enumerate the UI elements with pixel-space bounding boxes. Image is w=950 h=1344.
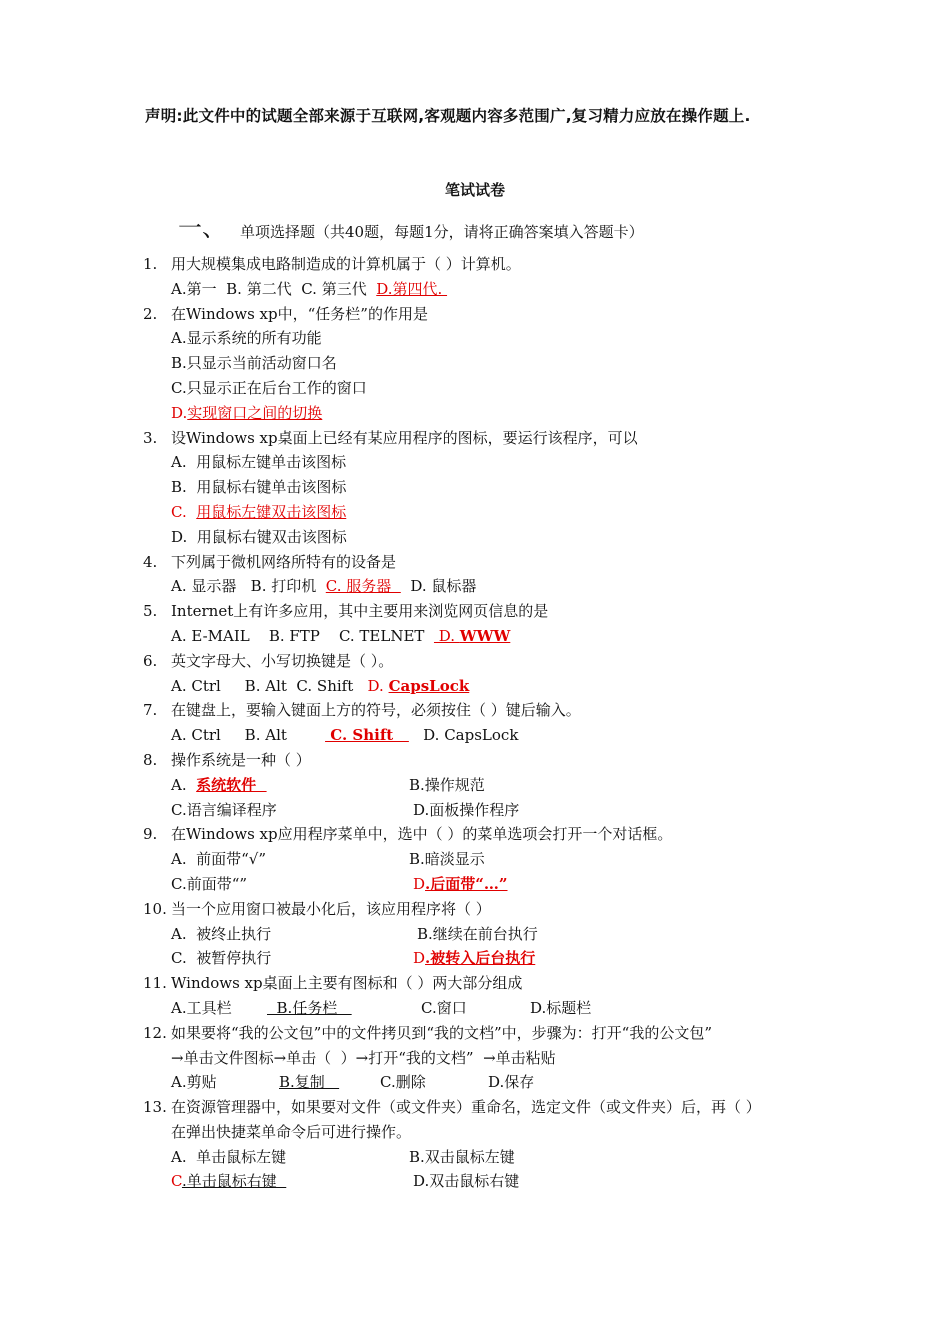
question-13-options-row2: C.单击鼠标右键 D.双击鼠标右键 — [171, 1172, 520, 1191]
answer-highlight: B.复制 — [279, 1073, 340, 1092]
question-8-options-row2: C.语言编译程序 D.面板操作程序 — [171, 800, 520, 819]
question-5-options: A. E-MAIL B. FTP C. TELNET D. WWW — [171, 626, 511, 645]
answer-highlight: .被转入后台执行 — [425, 949, 536, 968]
question-2-option-b: B.只显示当前活动窗口名 — [171, 354, 337, 373]
question-10-options-row2: C. 被暂停执行 D.被转入后台执行 — [171, 949, 536, 968]
question-4-stem: 4. 下列属于微机网络所特有的设备是 — [143, 552, 397, 571]
answer-highlight: .单击鼠标右键 — [181, 1172, 287, 1191]
question-3-option-b: B. 用鼠标右键单击该图标 — [171, 478, 347, 497]
question-5-stem: 5. Internet上有许多应用，其中主要用来浏览网页信息的是 — [143, 602, 549, 621]
question-6-stem: 6. 英文字母大、小写切换键是（ ）。 — [143, 651, 394, 670]
question-2-stem: 2. 在Windows xp中，“任务栏”的作用是 — [143, 304, 428, 323]
answer-highlight: .后面带“…” — [425, 874, 508, 893]
question-3-stem: 3. 设Windows xp桌面上已经有某应用程序的图标，要运行该程序，可以 — [143, 428, 638, 447]
question-2-option-a: A.显示系统的所有功能 — [171, 329, 322, 348]
question-8-stem: 8. 操作系统是一种（ ） — [143, 750, 311, 769]
question-6-options: A. Ctrl B. Alt C. Shift D. CapsLock — [171, 676, 470, 695]
disclaimer-notice: 声明:此文件中的试题全部来源于互联网,客观题内容多范围广,复习精力应放在操作题上. — [145, 107, 751, 125]
section-description: 单项选择题（共40题，每题1分，请将正确答案填入答题卡） — [240, 223, 644, 241]
question-10-stem: 10. 当一个应用窗口被最小化后，该应用程序将（ ） — [143, 899, 491, 918]
answer-highlight: D.第四代. — [376, 279, 448, 298]
answer-highlight: 用鼠标左键双击该图标 — [196, 502, 347, 521]
section-number: 一、 — [178, 214, 226, 242]
question-12-stem: 12. 如果要将“我的公文包”中的文件拷贝到“我的文档”中，步骤为：打开“我的公文包” — [143, 1023, 713, 1042]
answer-highlight: 系统软件 — [196, 775, 267, 794]
question-13-stem-cont: 在弹出快捷菜单命令后可进行操作。 — [171, 1122, 412, 1141]
question-7-stem: 7. 在键盘上，要输入键面上方的符号，必须按住（ ）键后输入。 — [143, 701, 581, 720]
answer-highlight: 实现窗口之间的切换 — [187, 403, 323, 422]
question-12-options: A.剪贴 B.复制 C.删除 D.保存 — [143, 1070, 843, 1095]
question-12-stem-cont: →单击文件图标→单击（ ）→打开“我的文档” →单击粘贴 — [171, 1048, 556, 1067]
question-7-options: A. Ctrl B. Alt C. Shift D. CapsLock — [171, 726, 519, 745]
answer-highlight: C. Shift — [325, 726, 409, 745]
question-13-options-row1: A. 单击鼠标左键 B.双击鼠标左键 — [171, 1147, 515, 1166]
question-2-option-c: C.只显示正在后台工作的窗口 — [171, 378, 367, 397]
question-3-option-d: D. 用鼠标右键双击该图标 — [171, 527, 347, 546]
question-1-options: A.第一 B. 第二代 C. 第三代 D.第四代. — [171, 279, 448, 298]
answer-highlight: CapsLock — [388, 676, 470, 695]
answer-highlight: B.任务栏 — [267, 998, 352, 1017]
question-2-option-d: D.实现窗口之间的切换 — [171, 403, 323, 422]
question-8-options-row1: A. 系统软件 B.操作规范 — [171, 775, 485, 794]
question-9-options-row2: C.前面带“” D.后面带“…” — [171, 874, 508, 893]
page-title: 笔试试卷 — [444, 181, 505, 199]
question-3-option-c: C. 用鼠标左键双击该图标 — [171, 502, 347, 521]
answer-highlight: WWW — [459, 626, 511, 645]
section-heading — [178, 208, 644, 243]
question-11-options: A.工具栏 B.任务栏 C.窗口 D.标题栏 — [143, 996, 843, 1021]
question-9-options-row1: A. 前面带“√” B.暗淡显示 — [171, 850, 485, 869]
question-list — [143, 252, 843, 1194]
question-13-stem: 13. 在资源管理器中，如果要对文件（或文件夹）重命名，选定文件（或文件夹）后，再（ ） — [143, 1098, 761, 1117]
question-4-options: A. 显示器 B. 打印机 C. 服务器 D. 鼠标器 — [171, 577, 477, 596]
question-3-option-a: A. 用鼠标左键单击该图标 — [171, 453, 347, 472]
question-11-stem: 11. Windows xp桌面上主要有图标和（ ）两大部分组成 — [143, 974, 523, 993]
question-1-stem: 1. 用大规模集成电路制造成的计算机属于（ ）计算机。 — [143, 255, 521, 273]
question-9-stem: 9. 在Windows xp应用程序菜单中，选中（ ）的菜单选项会打开一个对话框。 — [143, 825, 673, 844]
question-10-options-row1: A. 被终止执行 B.继续在前台执行 — [171, 924, 538, 943]
answer-highlight: C. 服务器 — [325, 577, 401, 596]
